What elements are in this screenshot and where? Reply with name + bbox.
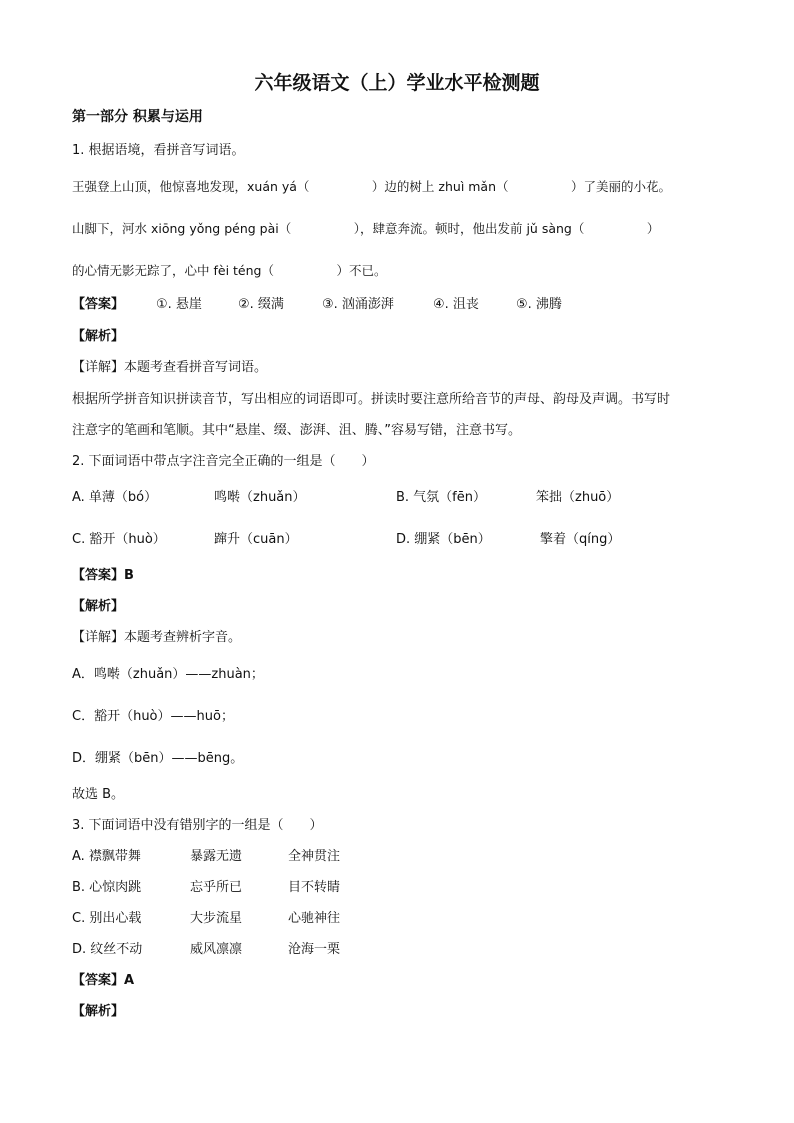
page-title: 六年级语文（上）学业水平检测题	[254, 72, 540, 94]
q2-detail: 【详解】本题考查辨析字音。	[72, 630, 242, 645]
q2-option-b: B. 气氛（fēn）	[396, 490, 486, 505]
q2-fix-a: A．鸣啭（zhuǎn）——zhuàn；	[72, 667, 264, 682]
q2-answer: 【答案】B	[72, 568, 134, 583]
q1-analysis-label: 【解析】	[72, 329, 125, 344]
q1-stem: 1. 根据语境，看拼音写词语。	[72, 143, 245, 158]
q3-option-d-word3: 沧海一栗	[288, 942, 341, 957]
q2-stem: 2. 下面词语中带点字注音完全正确的一组是（ ）	[72, 454, 375, 469]
q3-option-b: B. 心惊肉跳	[72, 880, 142, 895]
q3-stem: 3. 下面词语中没有错别字的一组是（ ）	[72, 818, 323, 833]
q3-option-c-word2: 大步流星	[190, 911, 243, 926]
q3-answer: 【答案】A	[72, 973, 135, 988]
q1-line-1: 王强登上山顶，他惊喜地发现，xuán yá（ ）边的树上 zhuì mǎn（ ）了美丽的小花。	[72, 179, 672, 194]
q2-analysis-label: 【解析】	[72, 599, 125, 614]
q1-answer-label: 【答案】	[72, 297, 125, 312]
q1-answer-1: ①. 悬崖	[156, 297, 202, 312]
q3-option-a-word2: 暴露无遗	[190, 849, 243, 864]
q3-option-c: C. 别出心载	[72, 911, 142, 926]
q2-option-a: A. 单薄（bó）	[72, 490, 158, 505]
q2-fix-d: D．绷紧（bēn）——bēng。	[72, 751, 244, 766]
q3-option-d-word2: 威风凛凛	[190, 942, 243, 957]
q2-option-a-word2: 鸣啭（zhuǎn）	[214, 490, 306, 505]
q1-line-2: 山脚下，河水 xiōng yǒng péng pài（ ），肆意奔流。顿时，他出发前 jǔ sàng（ ）	[72, 221, 660, 236]
q2-option-d: D. 绷紧（bēn）	[396, 532, 491, 547]
q1-answer-5: ⑤. 沸腾	[516, 297, 562, 312]
q1-answer-3: ③. 汹涌澎湃	[322, 297, 394, 312]
q3-option-c-word3: 心驰神往	[288, 911, 341, 926]
q3-analysis-label: 【解析】	[72, 1004, 125, 1019]
q2-option-d-word2: 擎着（qíng）	[540, 532, 621, 547]
q3-option-a: A. 襟飘带舞	[72, 849, 141, 864]
q2-option-c: C. 豁开（huò）	[72, 532, 166, 547]
q1-explain-1: 根据所学拼音知识拼读音节，写出相应的词语即可。拼读时要注意所给音节的声母、韵母及声调。书写时	[72, 392, 671, 407]
q1-detail: 【详解】本题考查看拼音写词语。	[72, 360, 268, 375]
q2-option-c-word2: 蹿升（cuān）	[214, 532, 298, 547]
q1-line-3: 的心情无影无踪了，心中 fèi téng（ ）不已。	[72, 263, 387, 278]
q1-answer-2: ②. 缀满	[238, 297, 284, 312]
q2-conclusion: 故选 B。	[72, 787, 125, 802]
q1-explain-2: 注意字的笔画和笔顺。其中“悬崖、缀、澎湃、沮、腾、”容易写错，注意书写。	[72, 423, 521, 438]
q2-fix-c: C．豁开（huò）——huō；	[72, 709, 234, 724]
q3-option-b-word2: 忘乎所已	[190, 880, 243, 895]
q3-option-b-word3: 目不转睛	[288, 880, 341, 895]
section-heading: 第一部分 积累与运用	[72, 109, 203, 125]
q1-answer-4: ④. 沮丧	[433, 297, 479, 312]
q3-option-a-word3: 全神贯注	[288, 849, 341, 864]
q3-option-d: D. 纹丝不动	[72, 942, 143, 957]
q2-option-b-word2: 笨拙（zhuō）	[536, 490, 620, 505]
